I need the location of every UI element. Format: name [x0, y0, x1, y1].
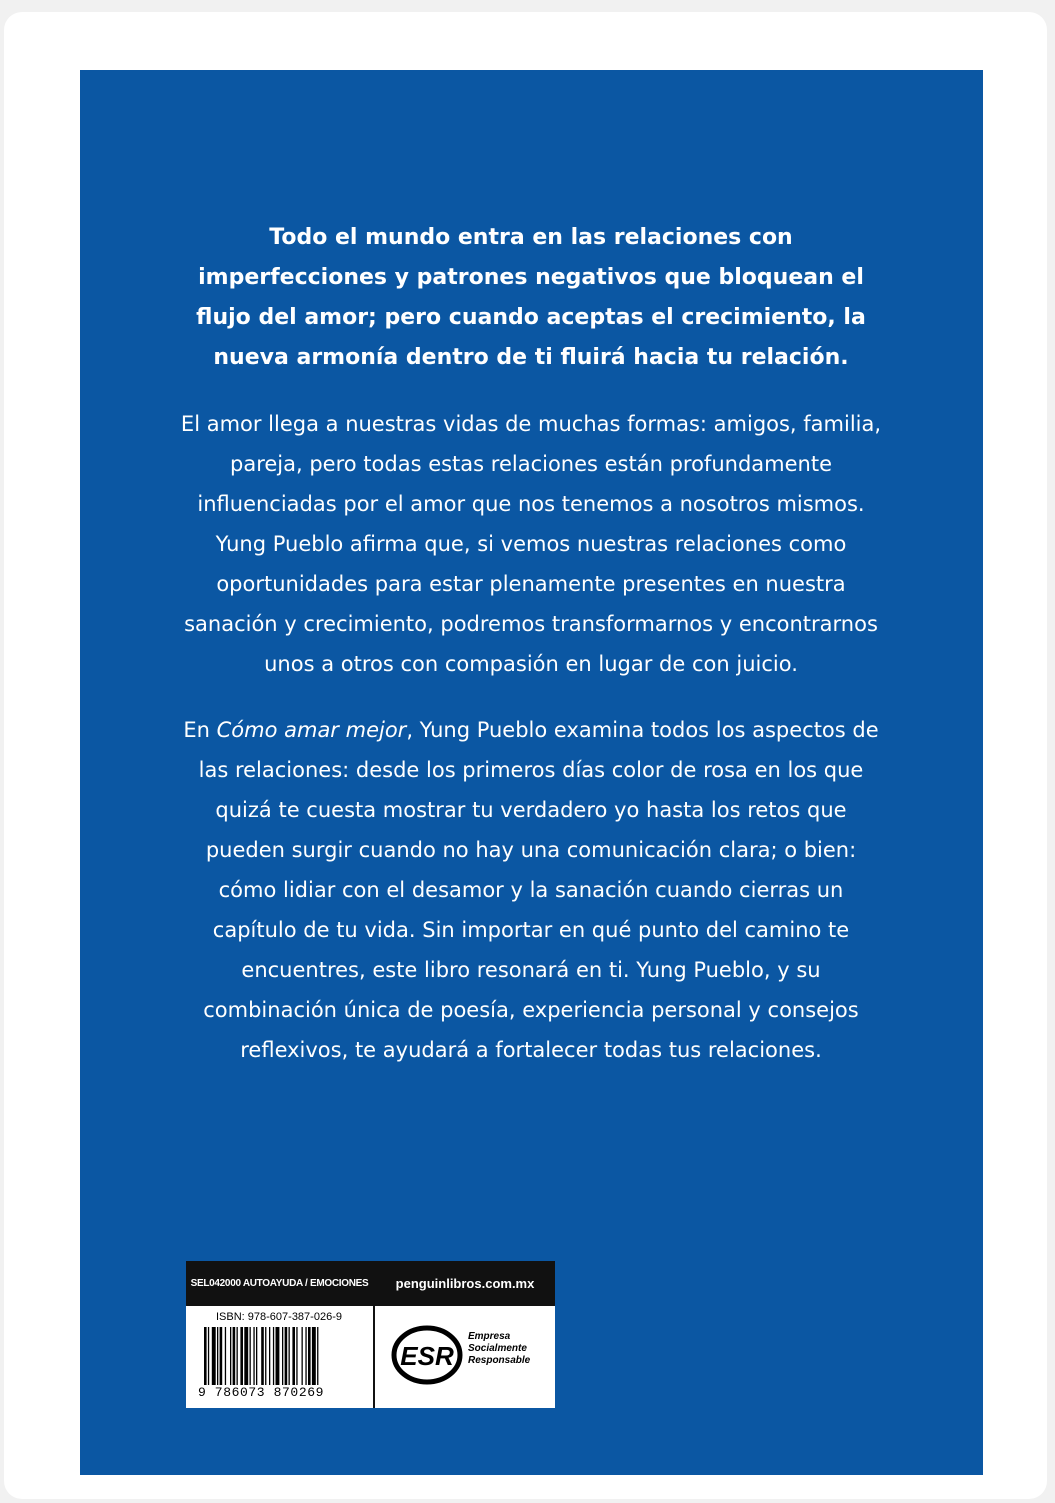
blurb-paragraph-1: El amor llega a nuestras vidas de muchas formas: amigos, familia, pareja, pero todas estas relaciones están profundamente influenciadas por el amor que nos tenemos a nosotros mismos. Yung Pueblo afirma que, si vemos nuestras relaciones como oportunidades para estar plenamente presentes en nuestra sanación y crecimiento, podremos transformarnos y encontrarnos unos a otros con compasión en lugar de con juicio. [180, 412, 882, 676]
esr-line-1: Empresa [468, 1331, 511, 1342]
esr-caption [468, 1331, 530, 1367]
blurb-paragraph-2 [175, 710, 887, 1070]
book-back-cover [80, 70, 983, 1475]
esr-line-2: Socialmente [468, 1343, 527, 1354]
esr-logo-text: ESR [400, 1341, 454, 1371]
isbn-label: ISBN: 978-607-387-026-9 [216, 1311, 342, 1323]
book-title-italic: Cómo amar mejor [216, 718, 407, 742]
barcode-divider [373, 1261, 375, 1408]
publisher-website: penguinlibros.com.mx [375, 1261, 555, 1306]
blurb-paragraph-2-rest: , Yung Pueblo examina todos los aspectos de las relaciones: desde los primeros días color de rosa en los que quizá te cuesta mostrar tu verdadero yo hasta los retos que pueden surgir cuando no hay una comunicación clara; o bien: cómo lidiar con el desamor y la sanación cuando cierras un capítulo de tu vida. Sin importar en qué punto del camino te encuentres, este libro resonará en ti. Yung Pueblo, y su combinación única de poesía, experiencia personal y consejos reflexivos, te ayudará a fortalecer todas tus relaciones. [198, 718, 879, 1062]
esr-line-3: Responsable [468, 1355, 531, 1366]
barcode-box [186, 1261, 555, 1408]
blurb-lead: Todo el mundo entra en las relaciones con imperfecciones y patrones negativos que bloquean el flujo del amor; pero cuando aceptas el crecimiento, la nueva armonía dentro de ti fluirá hacia tu relación. [196, 225, 866, 370]
back-cover-blurb [175, 218, 887, 1096]
blurb-paragraph-2-prefix: En [183, 718, 217, 742]
esr-logo-icon [391, 1325, 463, 1385]
barcode-number: 9 786073 870269 [198, 1385, 325, 1400]
barcode-icon [204, 1327, 364, 1385]
image-frame [4, 12, 1047, 1499]
category-label: SEL042000 AUTOAYUDA / EMOCIONES [186, 1261, 373, 1306]
